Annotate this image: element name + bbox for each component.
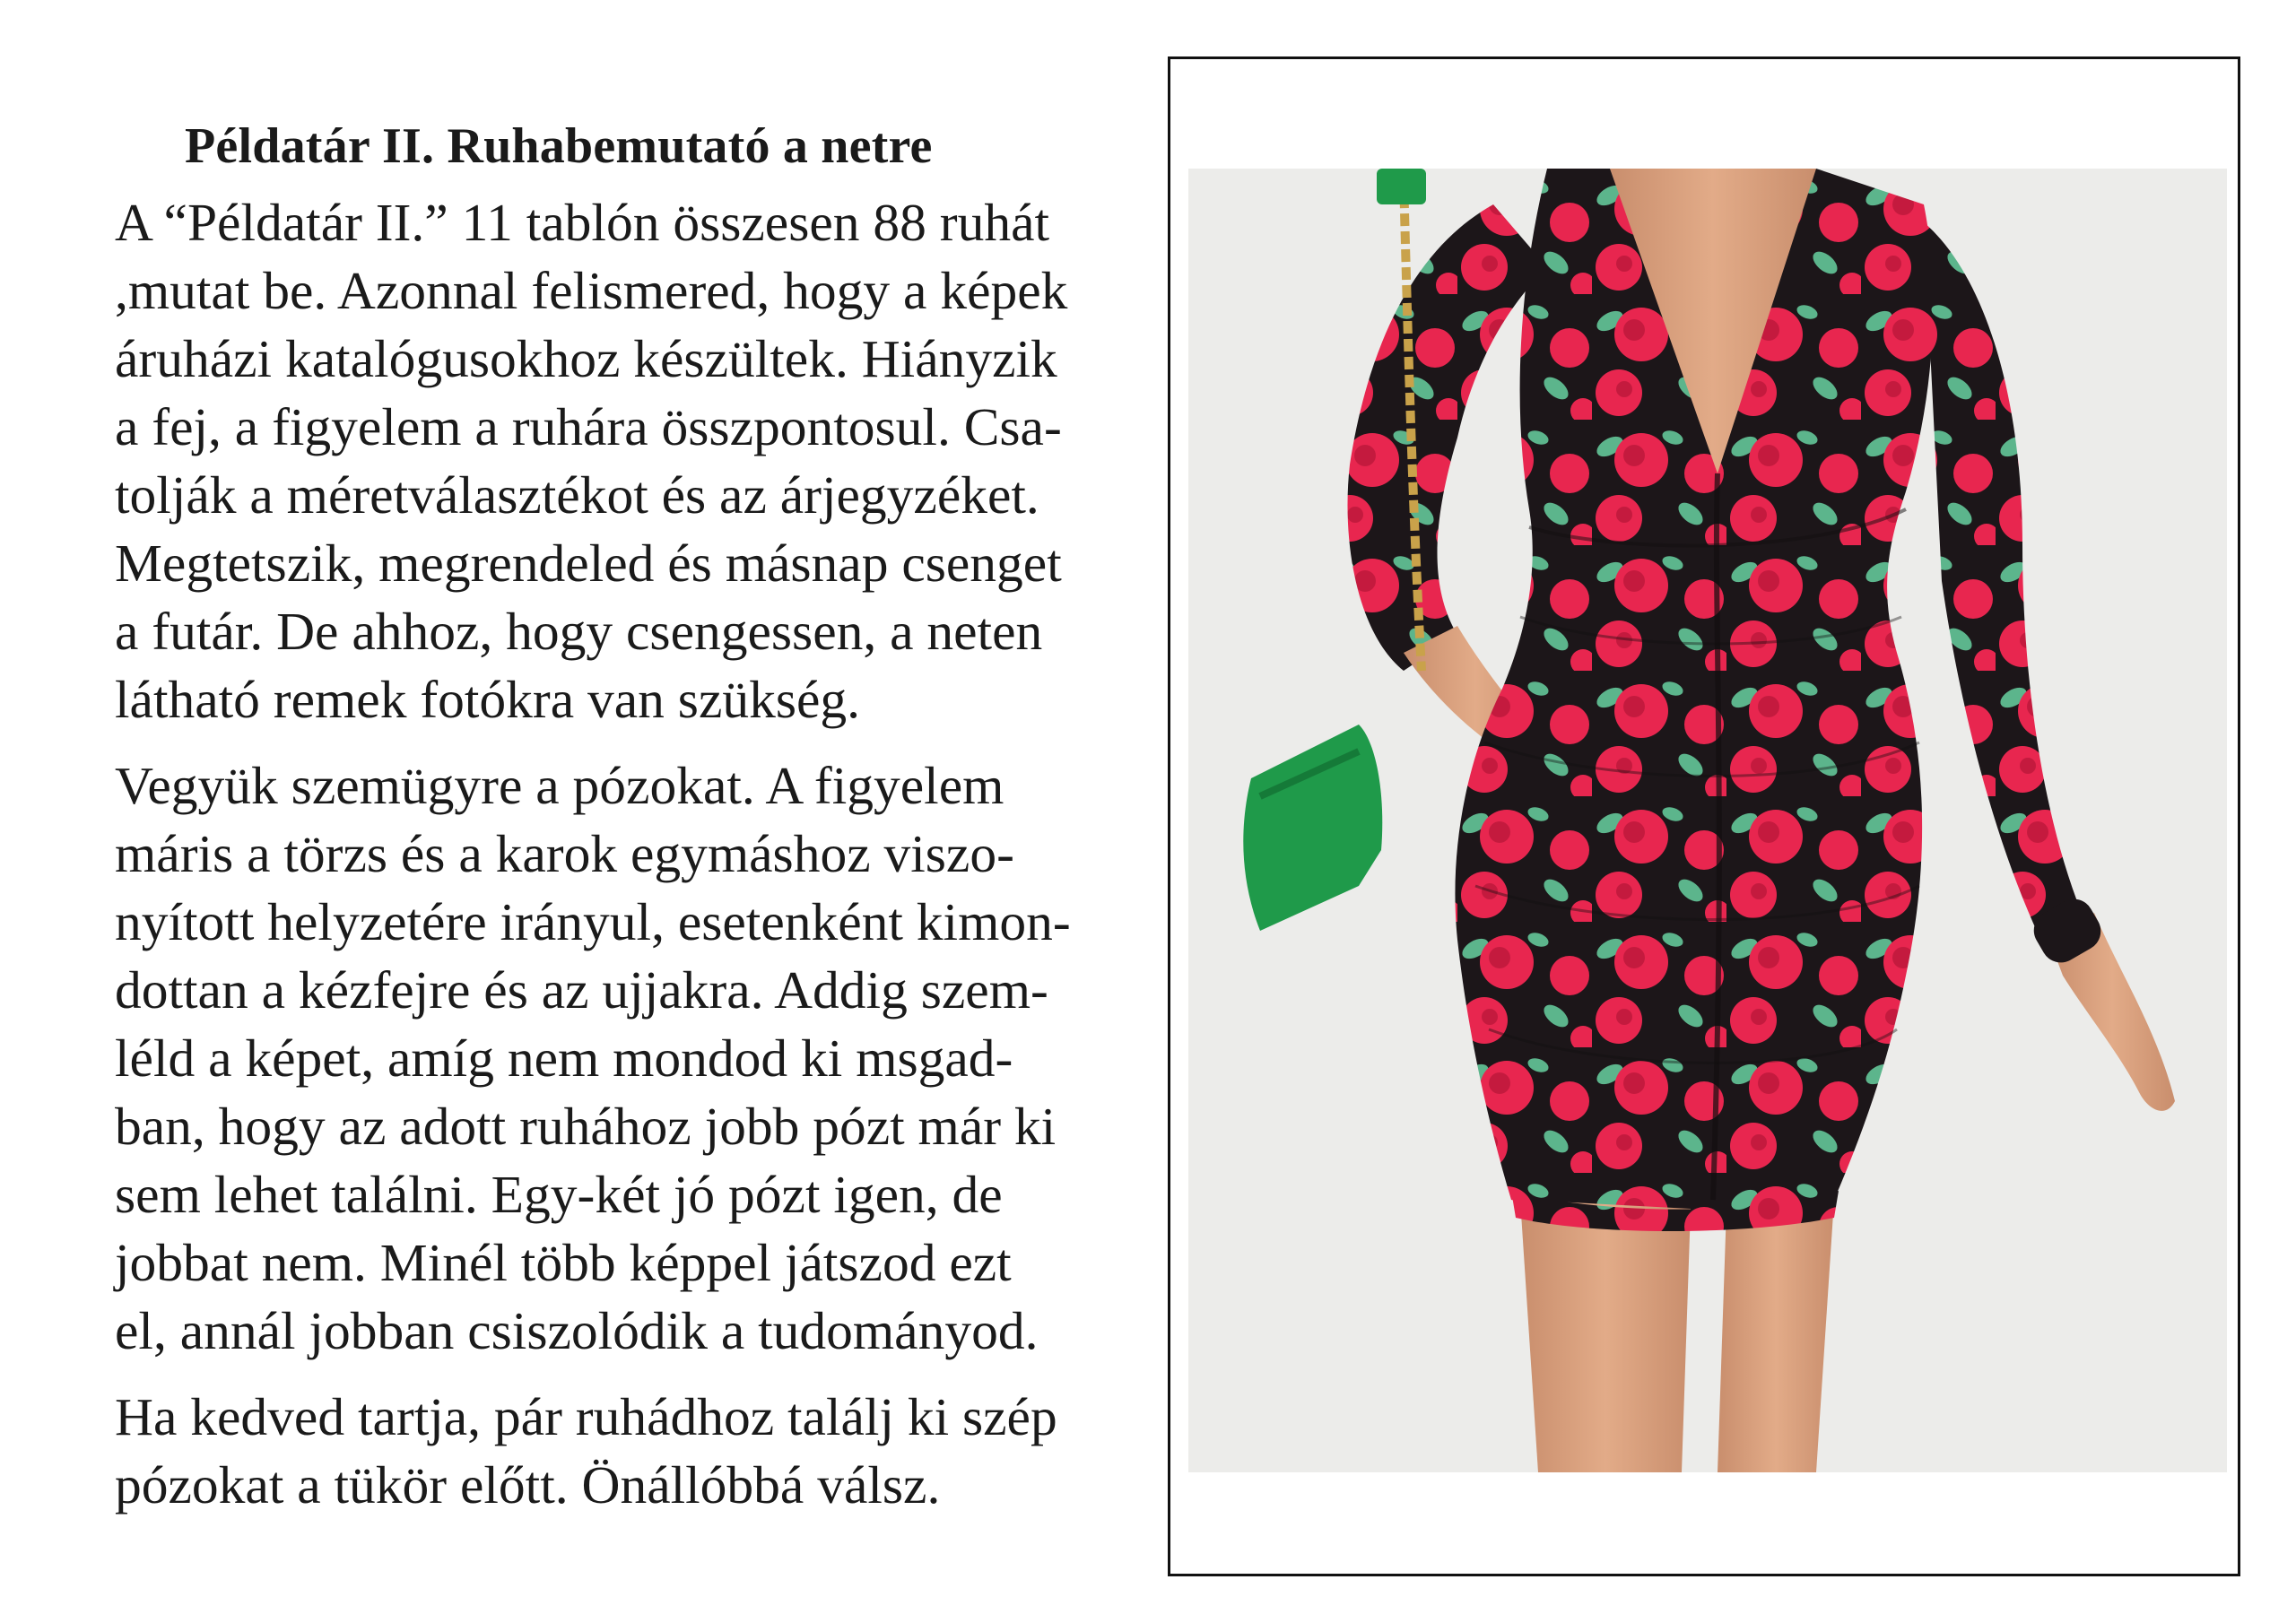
text-line: ,mutat be. Azonnal felismered, hogy a képek xyxy=(115,261,1068,320)
paragraph-2 xyxy=(115,751,1137,1365)
text-line: áruházi katalógusokhoz készültek. Hiányzik xyxy=(115,329,1057,388)
text-line: nyított helyzetére irányul, esetenként kimon- xyxy=(115,892,1071,951)
text-line: Vegyük szemügyre a pózokat. A figyelem xyxy=(115,756,1004,815)
text-line: pózokat a tükör előtt. Önállóbbá válsz. xyxy=(115,1455,941,1515)
text-line: a fej, a figyelem a ruhára összpontosul. Csa- xyxy=(115,397,1062,456)
text-line: A “Példatár II.” 11 tablón összesen 88 ruhát xyxy=(115,193,1050,252)
text-line: el, annál jobban csiszolódik a tudományod. xyxy=(115,1301,1039,1360)
text-line: Ha kedved tartja, pár ruhádhoz találj ki szép xyxy=(115,1387,1057,1446)
dress-photo xyxy=(1188,169,2227,1472)
text-line: ban, hogy az adott ruhához jobb pózt már ki xyxy=(115,1097,1057,1156)
text-line: dottan a kézfejre és az ujjakra. Addig szem- xyxy=(115,960,1048,1020)
text-line: Megtetszik, megrendeled és másnap csenget xyxy=(115,534,1062,593)
text-line: a futár. De ahhoz, hogy csengessen, a neten xyxy=(115,602,1043,661)
dress-illustration xyxy=(1188,169,2227,1472)
text-line: jobbat nem. Minél több képpel játszod ezt xyxy=(115,1233,1012,1292)
article-text-column xyxy=(115,115,1137,1537)
text-line: látható remek fotókra van szükség. xyxy=(115,670,861,729)
article-title: Példatár II. Ruhabemutató a netre xyxy=(185,118,933,174)
paragraph-1 xyxy=(115,188,1137,733)
bag-strap-top xyxy=(1377,169,1426,204)
photo-frame xyxy=(1168,56,2240,1576)
text-line: léld a képet, amíg nem mondod ki msgad- xyxy=(115,1028,1013,1088)
right-leg xyxy=(1718,1200,1834,1472)
paragraph-3 xyxy=(115,1383,1137,1519)
text-line: tolják a méretválasztékot és az árjegyzéket. xyxy=(115,465,1039,525)
left-leg xyxy=(1520,1200,1691,1472)
text-line: máris a törzs és a karok egymáshoz viszo- xyxy=(115,824,1014,883)
text-line: sem lehet találni. Egy-két jó pózt igen, de xyxy=(115,1165,1003,1224)
